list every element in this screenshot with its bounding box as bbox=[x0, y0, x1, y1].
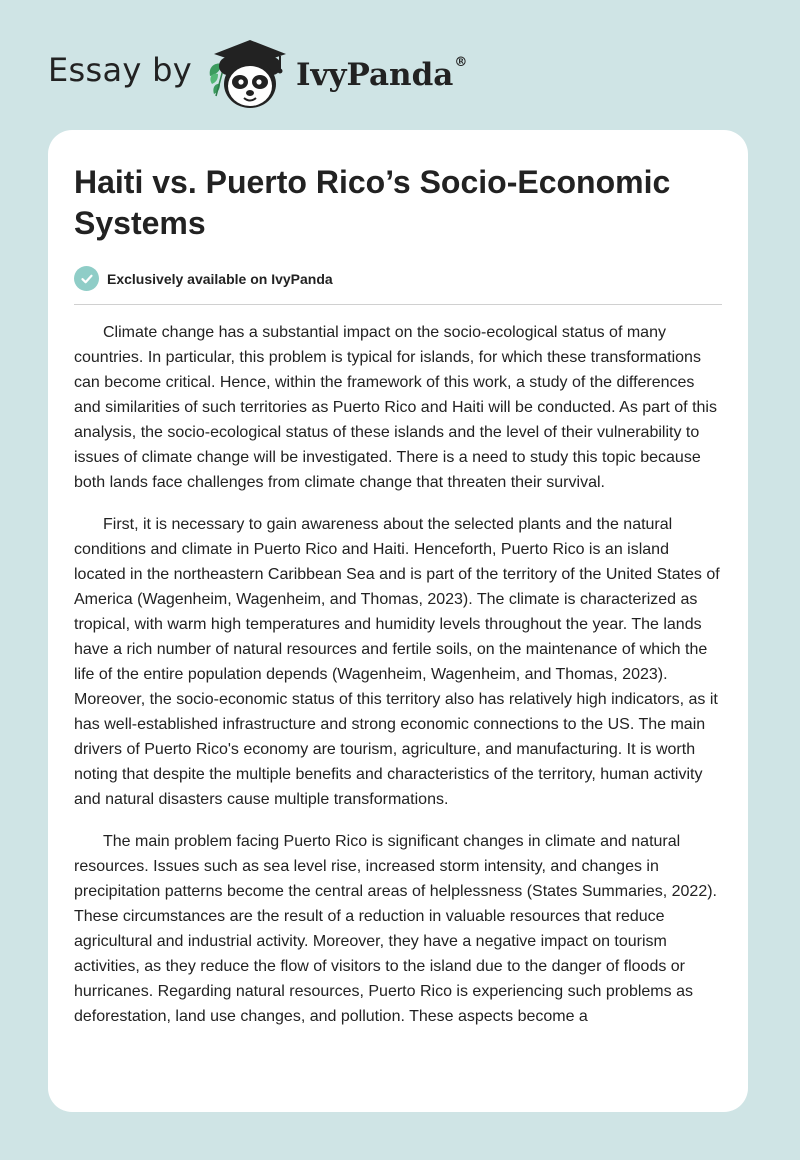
paragraph: Climate change has a substantial impact on the socio-ecological status of many countries. In particular, this problem is typical for islands, for which these transformations can become critical. Hence, within the framework of this work, a study of the differences and similarities of such territories as Puerto Rico and Haiti will be conducted. As part of this analysis, the socio-ecological status of these islands and the level of their vulnerability to issues of climate change will be investigated. There is a need to study this topic because both lands face challenges from climate change that threaten their survival. bbox=[74, 324, 717, 491]
check-circle-icon bbox=[74, 266, 99, 291]
essay-by-label: Essay by bbox=[48, 51, 192, 89]
brand-name-text: IvyPanda bbox=[295, 57, 454, 93]
essay-body bbox=[74, 320, 722, 1029]
essay-card bbox=[48, 130, 748, 1112]
essay-content bbox=[48, 130, 748, 1029]
panda-logo-icon[interactable] bbox=[206, 36, 292, 112]
paragraph: First, it is necessary to gain awareness about the selected plants and the natural conditions and climate in Puerto Rico and Haiti. Henceforth, Puerto Rico is an island located in the northeastern Caribbean Sea and is part of the territory of the United States of America (Wagenheim, Wagenheim, and Thomas, 2023). The climate is characterized as tropical, with warm high temperatures and humidity levels throughout the year. The lands have a rich number of natural resources and fertile soils, on the maintenance of which the life of the entire population depends (Wagenheim, Wagenheim, and Thomas, 2023). Moreover, the socio-economic status of this territory also has relatively high indicators, as it has well-established infrastructure and strong economic connections to the US. The main drivers of Puerto Rico's economy are tourism, agriculture, and manufacturing. It is worth noting that despite the multiple benefits and characteristics of the territory, human activity and natural disasters cause multiple transformations. bbox=[74, 516, 720, 808]
page-title: Haiti vs. Puerto Rico’s Socio-Economic Systems bbox=[74, 164, 671, 241]
paragraph: The main problem facing Puerto Rico is significant changes in climate and natural resources. Issues such as sea level rise, increased storm intensity, and changes in precipitation patterns become the central areas of helplessness (States Summaries, 2022). These circumstances are the result of a reduction in valuable resources that reduce agricultural and industrial activity. Moreover, they have a negative impact on tourism activities, as they reduce the flow of visitors to the island due to the danger of floods or hurricanes. Regarding natural resources, Puerto Rico is experiencing such problems as deforestation, land use changes, and pollution. These aspects become a bbox=[74, 833, 717, 1025]
exclusive-banner bbox=[74, 266, 722, 305]
exclusive-label: Exclusively available on IvyPanda bbox=[107, 270, 333, 287]
site-header bbox=[48, 36, 467, 112]
brand-name[interactable] bbox=[296, 57, 467, 93]
registered-mark: ® bbox=[454, 55, 468, 70]
